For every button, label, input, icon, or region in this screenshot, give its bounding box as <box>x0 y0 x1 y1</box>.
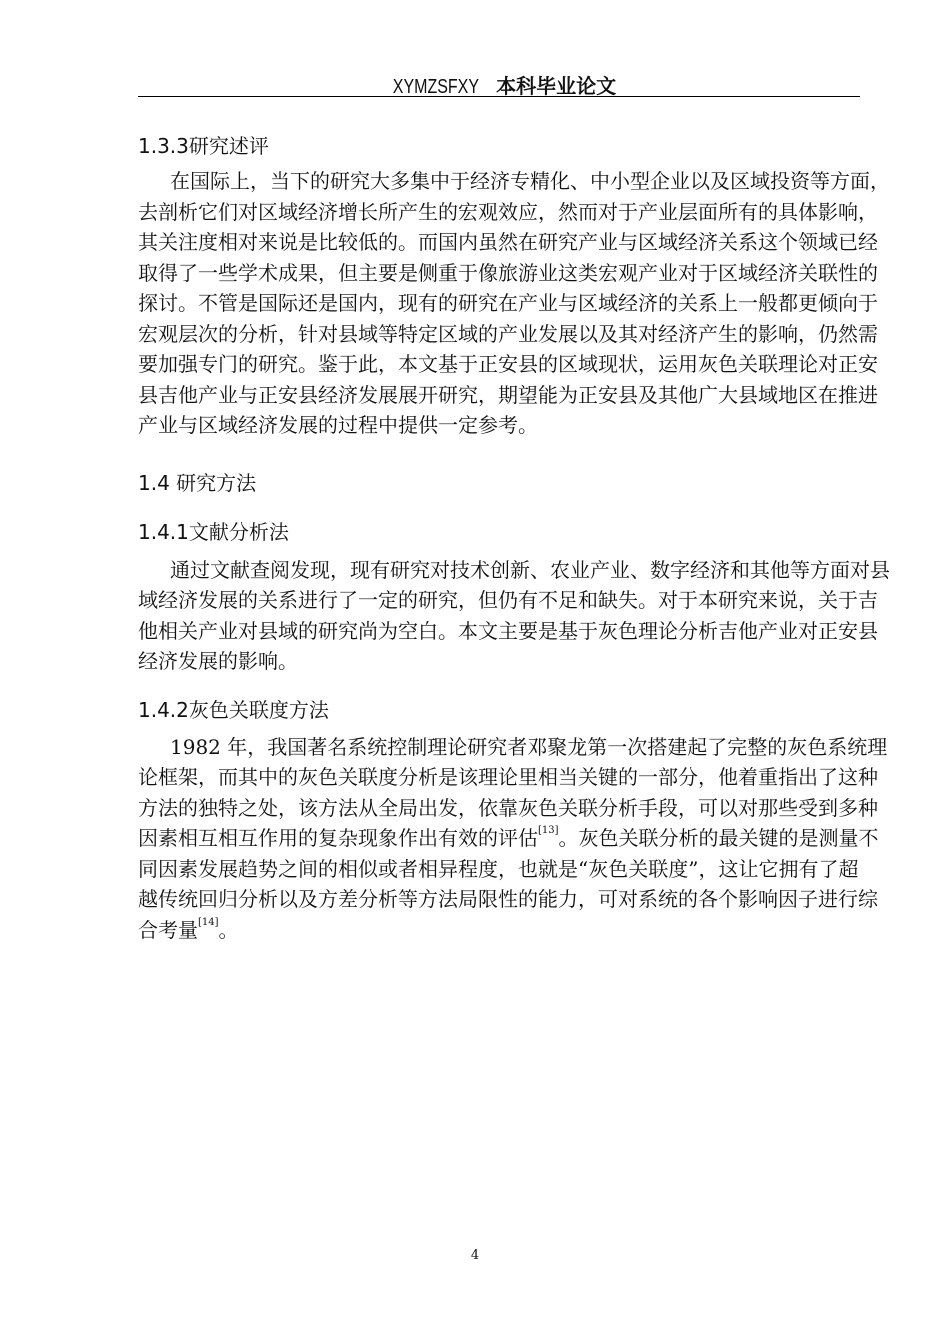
paragraph-line: 域经济发展的关系进行了一定的研究，但仍有不足和缺失。对于本研究来说，关于吉 <box>138 588 878 612</box>
heading-1-4-2: 1.4.2灰色关联度方法 <box>138 698 329 722</box>
paragraph-line: 其关注度相对来说是比较低的。而国内虽然在研究产业与区域经济关系这个领域已经 <box>138 230 878 254</box>
paragraph-line: 宏观层次的分析，针对县域等特定区域的产业发展以及其对经济产生的影响，仍然需 <box>138 322 878 346</box>
paragraph-line: 论框架，而其中的灰色关联度分析是该理论里相当关键的一部分，他着重指出了这种 <box>138 765 878 789</box>
paragraph-line: 产业与区域经济发展的过程中提供一定参考。 <box>138 413 538 437</box>
paragraph-line: 1982 年，我国著名系统控制理论研究者邓聚龙第一次搭建起了完整的灰色系统理 <box>170 735 888 759</box>
paragraph-line: 要加强专门的研究。鉴于此，本文基于正安县的区域现状，运用灰色关联理论对正安 <box>138 352 878 376</box>
page-header <box>138 70 860 99</box>
citation-13: [13] <box>538 825 559 836</box>
paragraph-line: 方法的独特之处，该方法从全局出发，依靠灰色关联分析手段，可以对那些受到多种 <box>138 796 878 820</box>
text: 。 <box>218 918 239 942</box>
paragraph-line: 通过文献查阅发现，现有研究对技术创新、农业产业、数字经济和其他等方面对县 <box>170 558 890 582</box>
paragraph-line: 探讨。不管是国际还是国内，现有的研究在产业与区域经济的关系上一般都更倾向于 <box>138 291 878 315</box>
text: 合考量 <box>138 918 198 942</box>
paragraph-line: 在国际上，当下的研究大多集中于经济专精化、中小型企业以及区域投资等方面， <box>170 169 890 193</box>
paragraph-line: 同因素发展趋势之间的相似或者相异程度，也就是“灰色关联度”，这让它拥有了超 <box>138 857 859 881</box>
paragraph-line: 县吉他产业与正安县经济发展展开研究，期望能为正安县及其他广大县域地区在推进 <box>138 383 878 407</box>
paragraph-line: 去剖析它们对区域经济增长所产生的宏观效应，然而对于产业层面所有的具体影响， <box>138 200 878 224</box>
heading-1-4: 1.4 研究方法 <box>138 471 257 495</box>
paragraph-line: 经济发展的影响。 <box>138 649 298 673</box>
paragraph-line <box>138 825 879 850</box>
page-number: 4 <box>470 1248 480 1263</box>
paragraph-line: 越传统回归分析以及方差分析等方法局限性的能力，可对系统的各个影响因子进行综 <box>138 887 878 911</box>
header-latin: XYMZSFXY <box>392 76 479 98</box>
paragraph-line: 取得了一些学术成果，但主要是侧重于像旅游业这类宏观产业对于区域经济关联性的 <box>138 261 878 285</box>
paragraph-line <box>138 918 843 942</box>
citation-14: [14] <box>198 917 219 928</box>
text: 因素相互相互作用的复杂现象作出有效的评估 <box>138 826 538 850</box>
heading-1-4-1: 1.4.1文献分析法 <box>138 520 289 544</box>
header-chinese: 本科毕业论文 <box>496 74 617 98</box>
heading-1-3-3: 1.3.3研究述评 <box>138 134 269 158</box>
header-rule <box>138 96 860 97</box>
text: 。灰色关联分析的最关键的是测量不 <box>558 826 879 850</box>
paragraph-line: 他相关产业对县域的研究尚为空白。本文主要是基于灰色理论分析吉他产业对正安县 <box>138 619 878 643</box>
